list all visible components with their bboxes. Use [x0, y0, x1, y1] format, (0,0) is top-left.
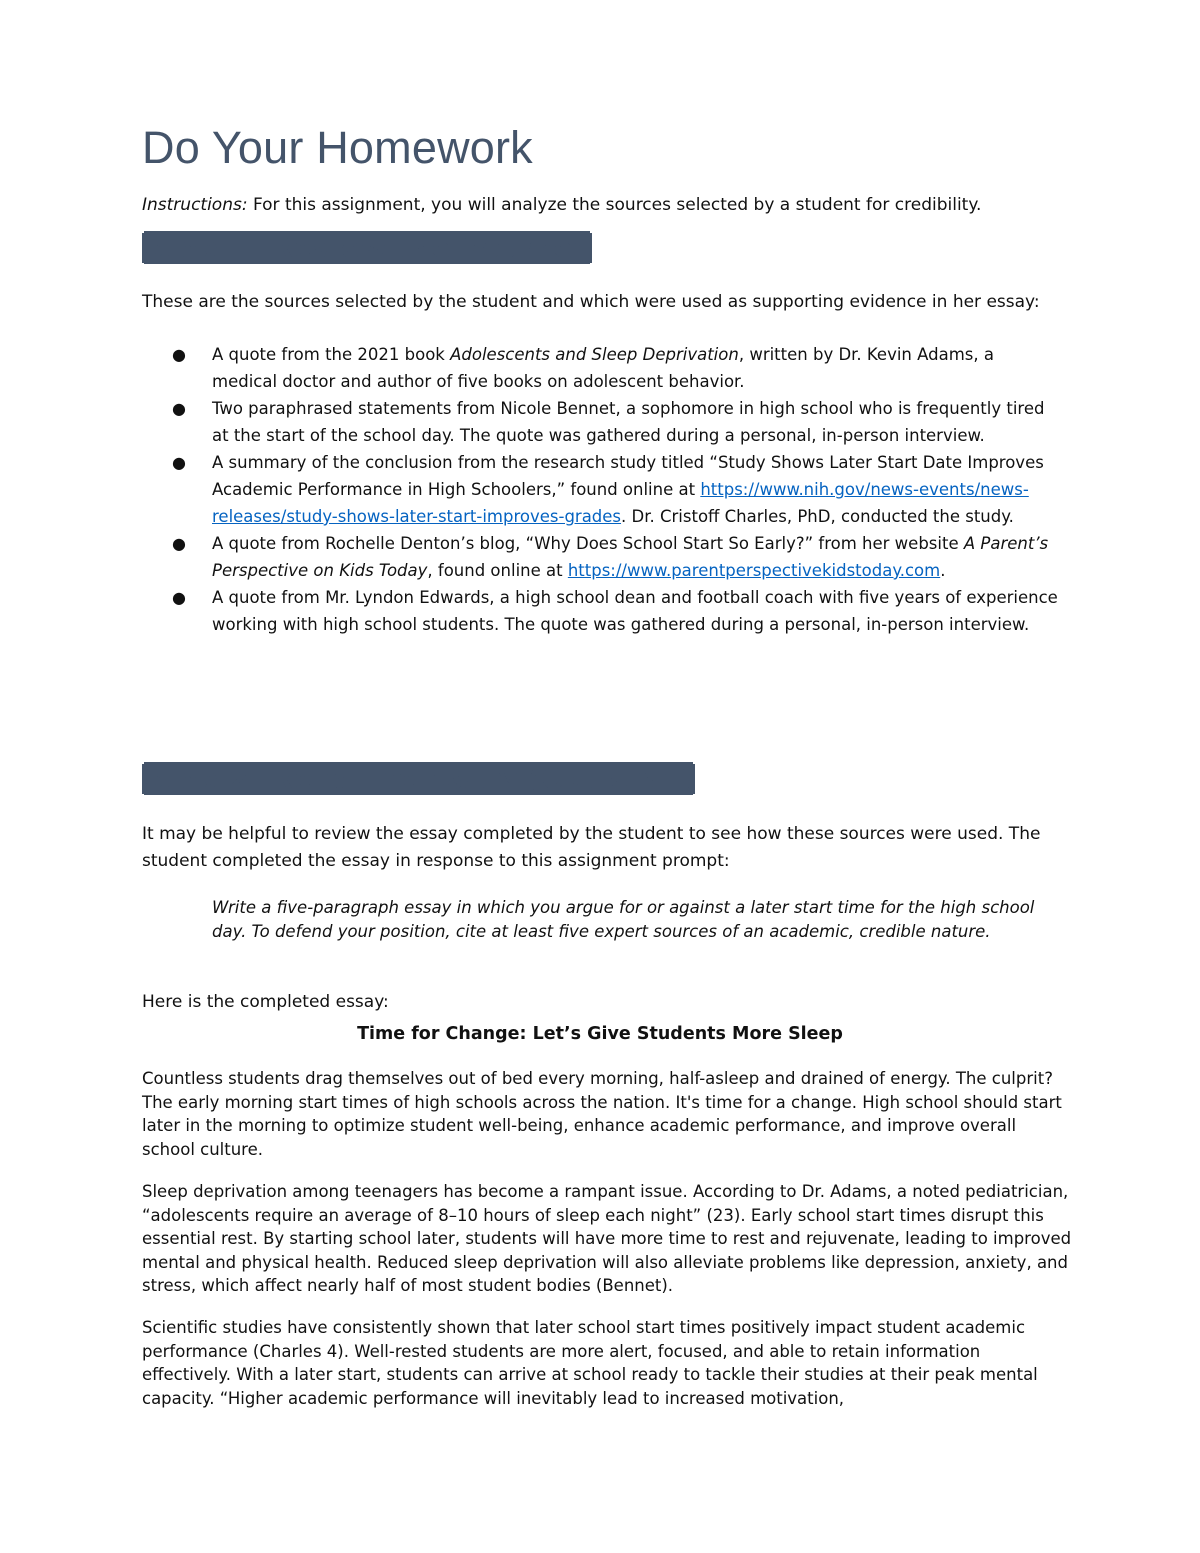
source-1-book-title: Adolescents and Sleep Deprivation: [450, 345, 739, 364]
completed-essay-label: Here is the completed essay:: [142, 992, 389, 1012]
list-item: [142, 530, 1062, 584]
instructions-paragraph: [142, 193, 1102, 217]
source-text: [212, 341, 1062, 395]
essay-title: Time for Change: Let’s Give Students More Sleep: [357, 1024, 843, 1044]
bullet-icon: ●: [172, 399, 186, 418]
list-item: [142, 341, 1062, 395]
bullet-icon: ●: [172, 453, 186, 472]
source-4-middle: , found online at: [427, 561, 568, 580]
source-1-after: , written by Dr. Kevin Adams, a medical doctor and author of five books on adolescent behavior.: [212, 345, 994, 391]
source-4-after: .: [940, 561, 946, 580]
source-4-before: A quote from Rochelle Denton’s blog, “Why Does School Start So Early?” from her website: [212, 534, 964, 553]
step1-heading-text: Step 1: Review the Sources: [144, 231, 591, 264]
assignment-prompt: Write a five-paragraph essay in which you argue for or against a later start time for the high school day. To defend your position, cite at least five expert sources of an academic, credible nature.: [212, 898, 1035, 941]
source-3-before: A summary of the conclusion from the research study titled “Study Shows Later Start Date Improves Academic Performance in High Schoolers,” found online at: [212, 453, 1044, 499]
essay-paragraph: Countless students drag themselves out of bed every morning, half-asleep and drained of energy. The culprit? The early morning start times of high schools across the nation. It's time for a change. High school should start later in the morning to optimize student well-being, enhance academic performance, and improve overall school culture.: [142, 1069, 1062, 1159]
bullet-icon: ●: [172, 345, 186, 364]
source-3-after: . Dr. Cristoff Charles, PhD, conducted the study.: [621, 507, 1014, 526]
bullet-icon: ●: [172, 588, 186, 607]
source-4-website-title: A Parent’s Perspective on Kids Today: [212, 534, 1049, 580]
step1-heading: [142, 233, 592, 263]
parent-perspective-link[interactable]: https://www.parentperspectivekidstoday.com: [567, 561, 941, 580]
source-1-before: A quote from the 2021 book: [212, 345, 451, 364]
bullet-icon: ●: [172, 534, 186, 553]
source-text: [212, 449, 1062, 530]
page-title: Do Your Homework: [142, 122, 533, 173]
essay-paragraph: Scientific studies have consistently shown that later school start times positively impact student academic performance (Charles 4). Well-rested students are more alert, focused, and able to retain information effectively. With a later start, students can arrive at school ready to tackle their studies at their peak mental capacity. “Higher academic performance will inevitably lead to increased motivation,: [142, 1318, 1038, 1408]
step2-heading: [142, 764, 695, 794]
sources-list: [142, 341, 1062, 638]
step1-intro: These are the sources selected by the student and which were used as supporting evidence in her essay:: [142, 292, 1040, 312]
step2-heading-text: Step 2: Read the Essay (Optional): [144, 762, 694, 795]
list-item: [142, 395, 1062, 449]
source-text: Two paraphrased statements from Nicole Bennet, a sophomore in high school who is frequently tired at the start of the school day. The quote was gathered during a personal, in-person interview.: [212, 399, 1045, 445]
list-item: [142, 449, 1062, 530]
instructions-text: For this assignment, you will analyze the sources selected by a student for credibility.: [247, 195, 982, 215]
essay-paragraph: Sleep deprivation among teenagers has become a rampant issue. According to Dr. Adams, a noted pediatrician, “adolescents require an average of 8–10 hours of sleep each night” (23). Early school start times disrupt this essential rest. By starting school later, students will have more time to rest and rejuvenate, leading to improved mental and physical health. Reduced sleep deprivation will also alleviate problems like depression, anxiety, and stress, which affect nearly half of most student bodies (Bennet).: [142, 1182, 1072, 1295]
source-text: A quote from Mr. Lyndon Edwards, a high school dean and football coach with five years of experience working with high school students. The quote was gathered during a personal, in-person interview.: [212, 588, 1058, 634]
list-item: [142, 584, 1062, 638]
nih-study-link[interactable]: https://www.nih.gov/news-events/news-releases/study-shows-later-start-improves-grades: [212, 480, 1029, 526]
step2-intro: It may be helpful to review the essay completed by the student to see how these sources were used. The student completed the essay in response to this assignment prompt:: [142, 824, 1041, 871]
instructions-label: Instructions:: [142, 195, 248, 215]
source-text: [212, 530, 1062, 584]
